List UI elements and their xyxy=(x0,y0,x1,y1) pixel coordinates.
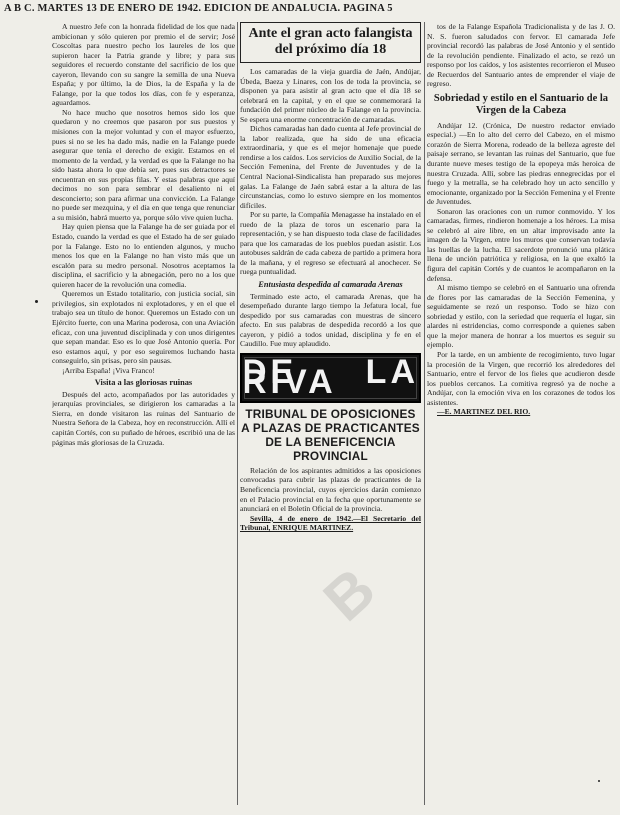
col2-paragraph: Terminado este acto, el camarada Arenas, que ha desempeñado durante largo tiempo la Jefatura local, fue despedido por sus camaradas con muestras de sincero afecto. En sus palabras de despedida recordó a los que cayeron, y pidió a todos unidad, disciplina y fe en el Caudillo. Fue muy aplaudido. xyxy=(240,291,421,349)
print-speck xyxy=(598,780,600,782)
col1-paragraph: No hace mucho que nosotros hemos sido los que quedaron y no creemos que pasaron por sus puestos y misiones con la mejor voluntad y con el mayor esfuerzo, pues si no se les ha dado más, nadie en la Falange puede asegurar que tenía el derecho de exigir. Estamos en el momento de la verdad, y la verdad es que la Falange no ha sido hasta ahora lo que debía ser, pues sus detractores se encuentran en sus propias filas. Y estas palabras que aquí decimos no son para sembrar el desaliento ni el desconcierto; son para afirmar una convicción. La Falange no puede ser mezquina, y el día en que tenga que renunciar a su misión, habrá muerto ya, porque sólo vive quien lucha. xyxy=(52,107,235,222)
col2-headline: Ante el gran acto falangista del próximo día 18 xyxy=(240,22,421,63)
column-divider-1 xyxy=(237,22,238,805)
col1-paragraph: A nuestro Jefe con la honrada fidelidad de los que nada ambicionan y sólo quieren por premio el de servir; José Coscoltas para nuestro pecho los laureles de los que supieron hacer la Patria grande y libre; y para sus seguidores el recuerdo constante del sacrificio de los que cayeron, llevando con su sangre la semilla de una Nueva España; y por último, la de Dios, la de España y la de Falange, por la que todos los días, con fe y esperanza, aguardamos. xyxy=(52,22,235,108)
col3-paragraph: tos de la Falange Española Tradicionalista y de las J. O. N. S. fueron saludados con fervor. El camarada Jefe provincial recordó las palabras de José Antonio y el sentido de la revolución pendiente. Finalizado el acto, se rezó un responso por los caídos, y los asistentes recorrieron el Museo de Recuerdos del Santuario antes de emprender el viaje de regreso. xyxy=(427,22,615,89)
col3-paragraph: Por la tarde, en un ambiente de recogimiento, tuvo lugar la procesión de la Virgen, que recorrió los alrededores del Santuario, entre el fervor de los fieles que acudieron desde los pueblos cercanos. La comitiva regresó ya de noche a Andújar, con la emoción viva en los corazones de todos los asistentes. xyxy=(427,349,615,407)
col1-paragraph: Hay quien piensa que la Falange ha de ser guiada por el Estado, cuando la verdad es que el Estado ha de ser guiado por la Falange. Esto no lo entienden algunos, y mucho menos los que en la Falange no han visto más que un escalón para su medro personal. Nosotros aceptamos la disciplina, el sacrificio y la abnegación, pero no a los que quieren hacer de la revolución una comedia. xyxy=(52,222,235,289)
column-1 xyxy=(52,22,235,809)
col2-paragraph: Dichos camaradas han dado cuenta al Jefe provincial de la labor realizada, que ha sido de una eficacia extraordinaria, y que es el mejor homenaje que puede rendirse a los caídos. Los servicios de Auxilio Social, de la Sección Femenina, del Frente de Juventudes y de la Central Nacional-Sindicalista han preparado sus mejores galas. La Falange de Jaén sabrá estar a la altura de las circunstancias, como lo estuvo siempre en los momentos difíciles. xyxy=(240,124,421,210)
page-header xyxy=(4,3,616,17)
col2-footer: Sevilla, 4 de enero de 1942.—El Secretario del Tribunal, ENRIQUE MARTINEZ. xyxy=(240,513,421,533)
column-2 xyxy=(240,22,421,809)
col2-paragraph: Por su parte, la Compañía Menagasse ha instalado en el ruedo de la plaza de toros un escenario para la representación, y se han dispuesto toda clase de facilidades para que los camaradas de los pueblos puedan asistir. Los autobuses saldrán de cada cabeza de partido a primera hora de la mañana, y el regreso se efectuará al anochecer. Se ruega puntualidad. xyxy=(240,210,421,277)
header-text: A B C. MARTES 13 DE ENERO DE 1942. EDICION DE ANDALUCIA. PAGINA 5 xyxy=(4,3,393,14)
col3-headline: Sobriedad y estilo en el Santuario de la Virgen de la Cabeza xyxy=(433,92,609,117)
col3-paragraph: Al mismo tiempo se celebró en el Santuario una ofrenda de flores por las camaradas de la Sección Femenina, y seguidamente se rezó un responso. Todo se hizo con sobriedad y estilo, con la seriedad que requería el lugar, sin alardes ni estridencias, como corresponde a quienes saben que la mejor manera de honrar a los muertos es seguir su ejemplo. xyxy=(427,283,615,350)
advertisement-banner: DE LA RIVA xyxy=(242,353,419,401)
tribunal-headline: TRIBUNAL DE OPOSICIONES A PLAZAS DE PRACTICANTES DE LA BENEFICENCIA PROVINCIAL xyxy=(241,406,420,463)
col1-body xyxy=(52,22,235,375)
col3-paragraph: Andújar 12. (Crónica, De nuestro redactor enviado especial.) —En lo alto del cerro del Cabezo, en el mismo corazón de Sierra Morena, rodeado de la belleza agreste del paisaje serrano, se levantan las ruinas del Santuario, que fue durante nueve meses testigo de la epopeya más heroica de nuestra Cruzada. Allí, sobre las piedras ennegrecidas por el fuego y la metralla, se ha celebrado hoy un acto sencillo y emocionante, organizado por la Sección Femenina y el Frente de Juventudes. xyxy=(427,120,615,207)
col2-paragraph: Relación de los aspirantes admitidos a las oposiciones convocadas para cubrir las plazas de practicantes de la Beneficencia provincial, cuyos ejercicios darán comienzo en el Palacio provincial en la fecha que oportunamente se anunciará en el Boletín Oficial de la provincia. xyxy=(240,465,421,514)
col3-paragraph: Sonaron las oraciones con un rumor conmovido. Y los camaradas, firmes, rindieron homenaje a los héroes. La misa se celebró al aire libre, en un altar improvisado ante la imagen de la Virgen, entre los muros que conservan todavía las huellas de la lucha. El sacerdote pronunció una plática llena de unción patriótica y religiosa, en la que exaltó la figura del capitán Cortés y de cuantos le acompañaron en la defensa. xyxy=(427,206,615,283)
col1-closing: ¡Arriba España! ¡Viva Franco! xyxy=(62,365,155,375)
col1-paragraph: Después del acto, acompañados por las autoridades y jerarquías provinciales, se dirigieron los camaradas a la Sierra, en donde visitaron las ruinas del Santuario de Nuestra Señora de la Cabeza, hoy en reconstrucción. Allí el capitán Cortés, con su puñado de héroes, escribió una de las páginas más gloriosas de la Cruzada. xyxy=(52,389,235,447)
column-3 xyxy=(427,22,615,809)
col3-footer: —E. MARTINEZ DEL RIO. xyxy=(437,407,531,417)
col1-subhead: Visita a las gloriosas ruinas xyxy=(94,378,193,388)
print-speck xyxy=(35,300,38,303)
col2-paragraph: Los camaradas de la vieja guardia de Jaén, Andújar, Úbeda, Baeza y Linares, con los de toda la provincia, se disponen ya para asistir al gran acto que el día 18 se celebrará en la capital, y en el que se conmemorará la fundación del primer núcleo de la Falange en la provincia. Se espera una enorme concentración de camaradas. xyxy=(240,67,421,124)
column-divider-2 xyxy=(424,22,425,805)
col1-paragraph: Queremos un Estado totalitario, con justicia social, sin privilegios, sin explotados ni explotadores, y en el que el trabajo sea un título de honor. Queremos un Estado con un Ejército fuerte, con una Marina poderosa, con una Aviación eficaz, con una juventud disciplinada y con unos dirigentes que sepan mandar. Eso es lo que José Antonio quería. Por eso estamos aquí, y por eso seguiremos luchando hasta conseguirlo, sin prisas, pero sin pausas. xyxy=(52,289,235,366)
watermark-stamp: B xyxy=(310,555,388,634)
col2-subhead: Entusiasta despedida al camarada Arenas xyxy=(258,280,403,290)
